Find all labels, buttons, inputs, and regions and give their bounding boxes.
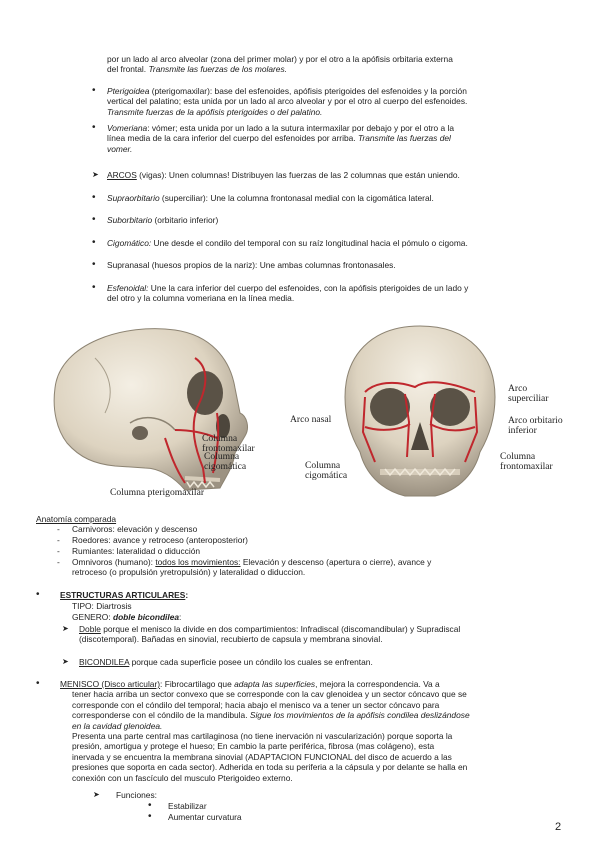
- dash-icon: -: [57, 546, 60, 556]
- anatomia-item: Rumiantes: lateralidad o diducción: [72, 546, 201, 556]
- dash-icon: -: [57, 557, 60, 567]
- arrow-bullet-icon: ➤: [62, 624, 69, 633]
- funcion-item: Aumentar curvatura: [168, 812, 242, 822]
- bullet-icon: •: [36, 589, 40, 600]
- menisco-paragraph: MENISCO (Disco articular): Fibrocartilago que adapta las superficies, mejora la correspondencia. Va a tener hacia arriba un sector convexo que se corresponde con la cav glenoidea y un sector cóncavo que se corresponde con el cóndilo del temporal; hacia abajo el menisco va a tener un sector cóncavo para corresponderse con el cóndilo de la mandibula. Sigue los movimientos de la apófisis condilea deslizándose en la cavidad glenoidea. Presenta una parte central mas cartilaginosa (no tiene inervación ni vascularización) porque soporta la presión, amortigua y protege el hueso; En cambio la parte periférica, fibrosa (mas colágeno), esta inervada y se encuentra la membrana sinovial (ADAPTACION FUNCIONAL del disco de acuerdo a las presiones que soporta en cada sector). Adherida en toda su periferia a la cápsula y por delante se halla en conexión con un fascículo del musculo Pterigoideo externo.: [60, 679, 470, 783]
- bullet-icon: •: [92, 282, 96, 293]
- bullet-icon: •: [92, 214, 96, 225]
- top-line-1: por un lado al arco alveolar (zona del primer molar) y por el otro a la apófisis orbitaria externa: [107, 54, 453, 64]
- arco-item: Suborbitario (orbitario inferior): [107, 215, 219, 225]
- arrow-bullet-icon: ➤: [62, 657, 69, 666]
- label-columna-frontomaxilar-left: Columna frontomaxilar: [202, 433, 255, 454]
- dash-icon: -: [57, 524, 60, 534]
- estructuras-title: ESTRUCTURAS ARTICULARES:: [60, 590, 189, 600]
- estructuras-genero: GENERO: doble bicondilea:: [72, 612, 182, 622]
- arco-item: Supraorbitario (superciliar): Une la columna frontonasal medial con la cigomática lateral.: [107, 193, 434, 203]
- funcion-item: Estabilizar: [168, 801, 207, 811]
- bullet-icon: •: [36, 678, 40, 689]
- bullet-icon: •: [92, 259, 96, 270]
- vomeriana-item: Vomeriana: vómer; esta unida por un lado a la sutura intermaxilar por debajo y por el otro a la línea media de la cara inferior del cuerpo del esfenoides por arriba. Transmite las fuerzas del vomer.: [107, 123, 454, 154]
- label-columna-cigomatica-left: Columna cigomática: [204, 451, 247, 472]
- label-arco-orbitario-inferior: Arco orbitario inferior: [508, 415, 563, 436]
- page-number: 2: [555, 821, 562, 833]
- top-paragraph: [107, 54, 567, 75]
- anatomia-item: Roedores: avance y retroceso (anteroposterior): [72, 535, 248, 545]
- bullet-icon: •: [148, 800, 152, 811]
- arco-item: Esfenoidal: Une la cara inferior del cuerpo del esfenoides, con la apófisis pterigoides de un lado y del otro y la columna vomeriana en la línea media.: [107, 283, 469, 304]
- bicondilea-item: BICONDILEA porque cada superficie posee un cóndilo los cuales se enfrentan.: [79, 657, 373, 667]
- frontal-skull-illustration: [335, 322, 505, 500]
- pterigoidea-item: Pterigoidea (pterigomaxilar): base del esfenoides, apófisis pterigoides del esfenoides y la porción vertical del palatino; esta unida por un lado al arco alveolar y por el otro al cuerpo del esfenoides. Transmite fuerzas de la apófisis pterigoides o del palatino.: [107, 86, 468, 117]
- label-columna-cigomatica-right: Columna cigomática: [305, 460, 348, 481]
- lateral-skull-illustration: [35, 318, 285, 508]
- anatomia-item-omnivoros: Omnivoros (humano): todos los movimientos: Elevación y descenso (apertura o cierre), avance y retroceso (o propulsión yretropulsión) y lateralidad o diduccion.: [72, 557, 432, 578]
- anatomia-title: Anatomía comparada: [36, 514, 117, 524]
- label-arco-superciliar: Arco superciliar: [508, 383, 549, 404]
- label-arco-nasal: Arco nasal: [290, 414, 332, 425]
- bullet-icon: •: [92, 192, 96, 203]
- anatomia-item: Carnivoros: elevación y descenso: [72, 524, 198, 534]
- doble-item: Doble porque el menisco la divide en dos compartimientos: Infradiscal (discomandibular) y Supradiscal (discotemporal). Bañadas en sinovial, recubierto de capsula y membrana sinovial.: [79, 624, 461, 645]
- label-columna-frontomaxilar-right: Columna frontomaxilar: [500, 451, 553, 472]
- bullet-icon: •: [148, 811, 152, 822]
- estructuras-tipo: TIPO: Diartrosis: [72, 601, 132, 611]
- top-line-2: del frontal. Transmite las fuerzas de los molares.: [107, 64, 287, 75]
- arrow-bullet-icon: ➤: [93, 790, 100, 799]
- arco-item: Cigomático: Une desde el condilo del temporal con su raíz longitudinal hacia el pómulo o cigoma.: [107, 238, 468, 248]
- bullet-icon: •: [92, 237, 96, 248]
- dash-icon: -: [57, 535, 60, 545]
- arco-item: Supranasal (huesos propios de la nariz): Une ambas columnas frontonasales.: [107, 260, 396, 270]
- funciones-label: Funciones:: [116, 790, 157, 800]
- bullet-icon: •: [92, 122, 96, 133]
- arrow-bullet-icon: ➤: [92, 170, 99, 179]
- arcos-heading: ARCOS (vigas): Unen columnas! Distribuyen las fuerzas de las 2 columnas que están uniendo.: [107, 170, 460, 180]
- bullet-icon: •: [92, 85, 96, 96]
- label-columna-pterigomaxilar: Columna pterigomaxilar: [110, 487, 205, 498]
